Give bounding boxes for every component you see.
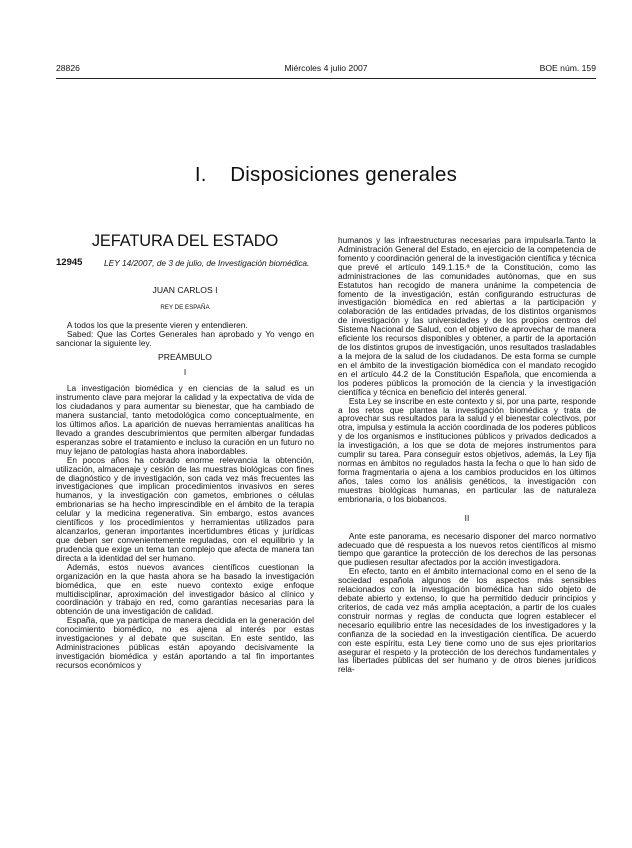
body-paragraph: En efecto, tanto en el ámbito internacional como en el seno de la sociedad española algunos de los aspectos más sensibles relacionados con la investigación biomédica han sido objeto de debate abierto y extenso, lo que ha permitido deducir principios y criterios, de cada vez más amplia aceptación, a partir de los cuales construir normas y reglas de conducta que logren establecer el necesario equilibrio entre las necesidades de los investigadores y la confianza de la sociedad en la investigación científica. De acuerdo con este espíritu, esta Ley tiene como uno de sus ejes prioritarios asegurar el respeto y la protección de los derechos fundamentales y las libertades públicas del ser humano y de otros bienes jurídicos rela- <box>338 566 596 675</box>
left-column <box>56 232 314 670</box>
section-title: I. Disposiciones generales <box>194 163 458 186</box>
intro-paragraph: A todos los que la presente vieren y entendieren. <box>66 319 248 330</box>
department-heading: JEFATURA DEL ESTADO <box>91 232 279 250</box>
king-title: REY DE ESPAÑA <box>160 303 210 311</box>
body-paragraph: Ante este panorama, es necesario disponer del marco normativo adecuado que dé respuesta a los nuevos retos científicos al mismo tiempo que garantice la protección de los derechos de las personas que pudiesen resultar afectados por la acción investigadora. <box>338 530 596 568</box>
publication-issue: BOE núm. 159 <box>539 63 596 73</box>
body-paragraph: España, que ya participa de manera decidida en la generación del conocimiento biomédico, no es ajena al interés por estas investigaciones y al debate que suscitan. En este sentido, las Administraciones públicas están apoyando decisivamente la investigación biomédica y están aportando a tal fin importantes recursos económicos y <box>56 615 314 670</box>
roman-heading-2: II <box>464 512 470 523</box>
page-number: 28826 <box>56 63 80 73</box>
preamble-heading: PREÁMBULO <box>158 352 212 363</box>
intro-paragraph: Sabed: Que las Cortes Generales han aprobado y Yo vengo en sancionar la siguiente ley. <box>56 328 314 348</box>
law-number: 12945 <box>56 256 83 268</box>
king-name: JUAN CARLOS I <box>152 284 218 295</box>
roman-heading-1: I <box>183 367 187 378</box>
law-entry <box>56 256 314 268</box>
body-paragraph: Además, estos nuevos avances científicos cuestionan la organización en la que hasta ahora se ha basado la investigación biomédica, que en este nuevo contexto exige enfoque multidisciplinar, aproximación del investigador básico al clínico y coordinación y trabajo en red, como garantías necesarias para la obtención de una investigación de calidad. <box>56 561 314 617</box>
body-paragraph: Esta Ley se inscribe en este contexto y si, por una parte, responde a los retos que plantea la investigación biomédica y trata de aprovechar sus resultados para la salud y el bienestar colectivos, por otra, impulsa y estimula la acción coordinada de los poderes públicos y de los organismos e instituciones públicos y privados dedicados a la investigación, a los que se dota de mejores instrumentos para cumplir su tarea. Para conseguir estos objetivos, además, la Ley fija normas en ámbitos no regulados hasta la fecha o que lo han sido de forma fragmentaria o ajena a los cambios producidos en los últimos años, tales como los análisis genéticos, la investigación con muestras biológicas humanas, en particular las de naturaleza embrionaria, o los biobancos. <box>338 395 596 504</box>
body-paragraph: humanos y las infraestructuras necesarias para impulsarla.Tanto la Administración General del Estado, en ejercicio de la competencia de fomento y coordinación general de la investigación científica y técnica que prevé el artículo 149.1.15.ª de la Constitución, como las administraciones de las comunidades autónomas, que en sus Estatutos han recogido de manera unánime la competencia de fomento de la investigación, están configurando estructuras de investigación biomédica en red abiertas a la participación y colaboración de las entidades privadas, de los distintos organismos de investigación y las universidades y de los propios centros del Sistema Nacional de Salud, con el objetivo de aprovechar de manera eficiente los recursos disponibles y obtener, a partir de la aportación de los distintos grupos de investigación, unos resultados trasladables a la mejora de la salud de los ciudadanos. De esta forma se cumple en el ámbito de la investigación biomédica con el mandato recogido en el artículo 44.2 de la Constitución Española, que encomienda a los poderes públicos la promoción de la ciencia y la investigación científica y técnica en beneficio del interés general. <box>338 235 596 397</box>
page-header <box>56 63 596 75</box>
header-date: Miércoles 4 julio 2007 <box>284 63 368 73</box>
header-rule <box>56 78 596 79</box>
body-paragraph: En pocos años ha cobrado enorme relevancia la obtención, utilización, almacenaje y cesión de las muestras biológicas con fines de diagnóstico y de investigación, son cada vez más frecuentes las investigaciones que implican procedimientos invasivos en seres humanos, y la investigación con gametos, embriones o células embrionarias se ha hecho imprescindible en el ámbito de la terapia celular y la medicina regenerativa. Sin embargo, estos avances científicos y los procedimientos y herramientas utilizados para alcanzarlos, generan importantes incertidumbres éticas y jurídicas que deben ser convenientemente reguladas, con el equilibrio y la prudencia que exige un tema tan complejo que afecta de manera tan directa a la identidad del ser humano. <box>56 454 314 563</box>
body-paragraph: La investigación biomédica y en ciencias de la salud es un instrumento clave para mejorar la calidad y la expectativa de vida de los ciudadanos y para aumentar su bienestar, que ha cambiado de manera sustancial, tanto metodológica como conceptualmente, en los últimos años. La aparición de nuevas herramientas analíticas ha llevado a grandes descubrimientos que permiten albergar fundadas esperanzas sobre el tratamiento e incluso la curación en un futuro no muy lejano de patologías hasta ahora inabordables. <box>56 383 314 456</box>
law-title: LEY 14/2007, de 3 de julio, de Investigación biomédica. <box>104 257 310 268</box>
right-column <box>338 236 596 674</box>
